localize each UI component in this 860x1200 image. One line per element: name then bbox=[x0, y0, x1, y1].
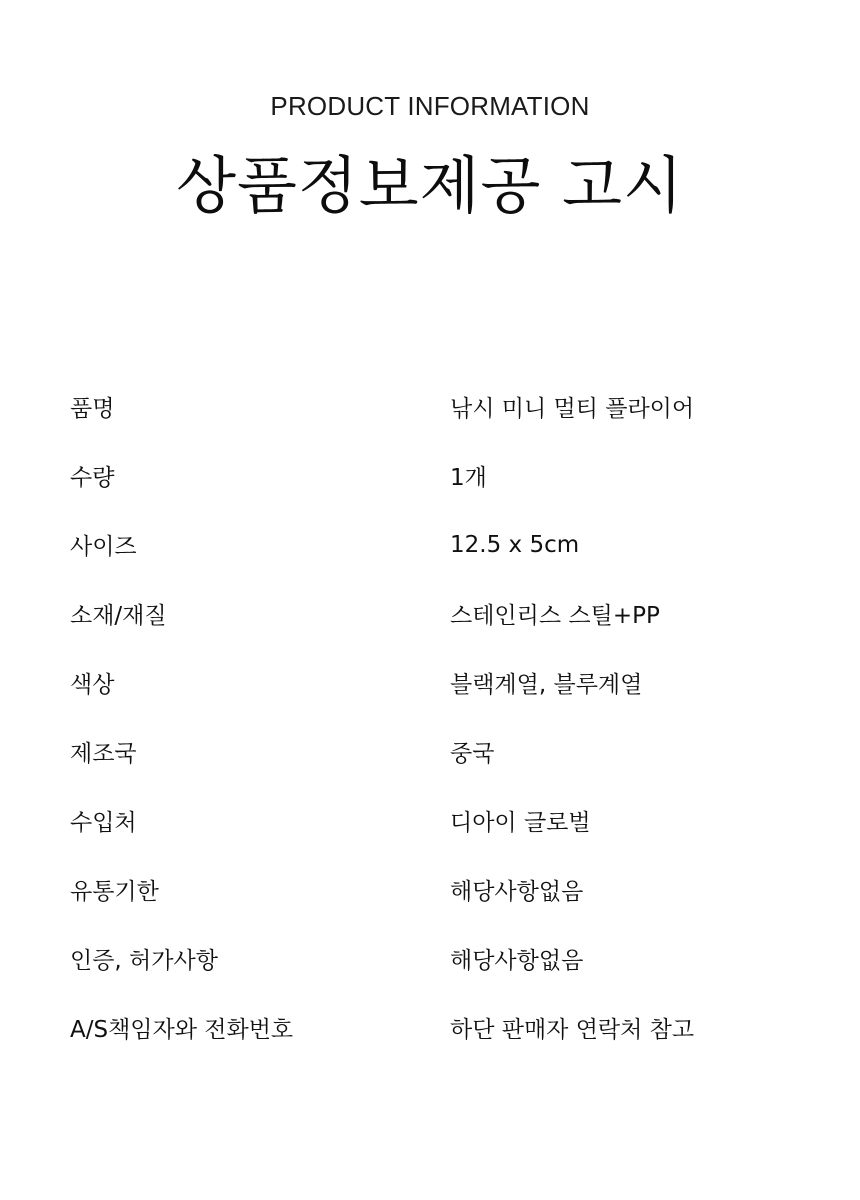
info-row-expiration bbox=[70, 855, 790, 924]
info-value: 1개 bbox=[450, 465, 487, 491]
info-value: 디아이 글로벌 bbox=[450, 810, 591, 836]
info-label: 색상 bbox=[70, 672, 115, 698]
info-label: 품명 bbox=[70, 396, 115, 422]
info-value: 12.5 x 5cm bbox=[450, 531, 580, 558]
info-label: 제조국 bbox=[70, 741, 137, 767]
product-info-table bbox=[70, 372, 790, 1062]
info-row-quantity bbox=[70, 441, 790, 510]
info-label: 수량 bbox=[70, 465, 115, 491]
info-label: 사이즈 bbox=[70, 534, 137, 560]
info-label: 소재/재질 bbox=[70, 603, 167, 629]
page-header bbox=[0, 88, 860, 228]
info-label: 인증, 허가사항 bbox=[70, 948, 218, 974]
info-label: 유통기한 bbox=[70, 879, 159, 905]
info-value: 해당사항없음 bbox=[450, 948, 584, 974]
info-value: 낚시 미니 멀티 플라이어 bbox=[450, 396, 695, 422]
info-label: A/S책임자와 전화번호 bbox=[70, 1017, 294, 1043]
info-row-after-service bbox=[70, 993, 790, 1062]
page-subtitle: PRODUCT INFORMATION bbox=[270, 91, 590, 121]
info-row-product-name bbox=[70, 372, 790, 441]
info-row-certification bbox=[70, 924, 790, 993]
info-value: 블랙계열, 블루계열 bbox=[450, 672, 643, 698]
info-label: 수입처 bbox=[70, 810, 137, 836]
info-row-importer bbox=[70, 786, 790, 855]
info-row-size bbox=[70, 510, 790, 579]
info-value: 하단 판매자 연락처 참고 bbox=[450, 1017, 695, 1043]
info-row-material bbox=[70, 579, 790, 648]
info-value: 스테인리스 스틸+PP bbox=[450, 603, 660, 629]
page-title: 상품정보제공 고시 bbox=[176, 149, 684, 222]
info-value: 해당사항없음 bbox=[450, 879, 584, 905]
info-value: 중국 bbox=[450, 741, 495, 767]
info-row-color bbox=[70, 648, 790, 717]
info-row-country bbox=[70, 717, 790, 786]
